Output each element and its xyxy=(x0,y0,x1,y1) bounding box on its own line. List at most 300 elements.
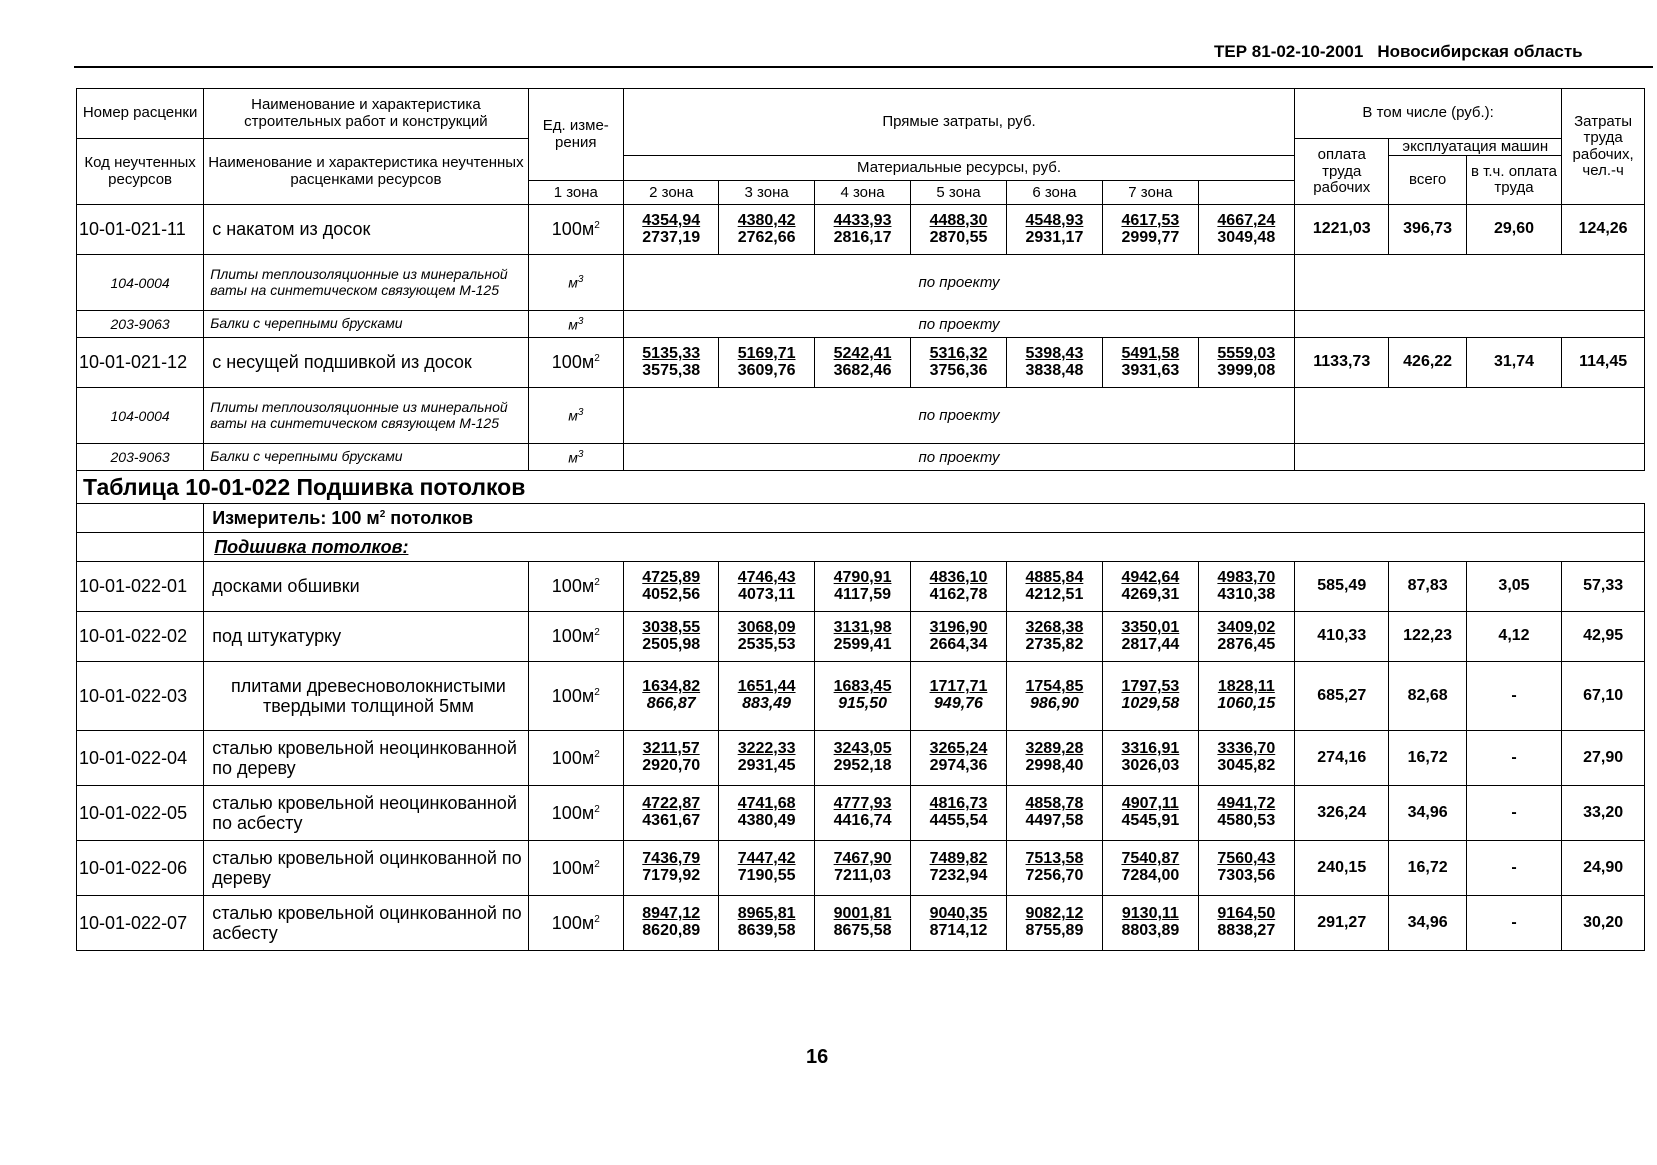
material-cost: 2920,70 xyxy=(642,757,701,775)
col-header-materials: Материальные ресурсы, руб. xyxy=(624,156,1295,181)
document-header xyxy=(1200,42,1583,62)
unit-sup: 2 xyxy=(594,803,600,815)
unit-text: 100м xyxy=(551,747,595,768)
zone-price-cell xyxy=(1198,896,1295,951)
material-cost: 4361,67 xyxy=(642,812,701,830)
wages-value: 1221,03 xyxy=(1295,205,1389,255)
direct-cost: 3289,28 xyxy=(1025,740,1084,758)
zone-price-cell xyxy=(1006,205,1102,255)
unit-text: м xyxy=(568,316,578,333)
col-header-machines: эксплуатация машин xyxy=(1389,139,1562,156)
unit-sup: 3 xyxy=(577,315,584,327)
direct-cost: 3068,09 xyxy=(737,618,796,636)
material-cost: 3682,46 xyxy=(833,361,892,379)
unit-text: 100м xyxy=(551,802,595,823)
direct-cost: 5135,33 xyxy=(642,344,701,362)
unit-sup: 3 xyxy=(577,448,584,460)
rate-code: 10-01-022-01 xyxy=(77,562,204,612)
machines-value: 122,23 xyxy=(1389,612,1466,662)
section-label: Подшивка потолков: xyxy=(204,533,1645,562)
direct-cost: 3196,90 xyxy=(929,618,988,636)
direct-cost: 7489,82 xyxy=(929,850,988,868)
direct-cost: 5169,71 xyxy=(737,344,796,362)
material-cost: 883,49 xyxy=(742,695,792,713)
resource-name: Плиты теплоизоляционные из минеральной ваты на синтетическом связующем М-125 xyxy=(204,388,528,444)
col-header-name-res: Наименование и характеристика неучтенных расценками ресурсов xyxy=(204,139,528,205)
col-header-labor: Затраты труда рабочих, чел.-ч xyxy=(1562,89,1645,205)
project-note: по проекту xyxy=(624,388,1295,444)
material-cost: 4052,56 xyxy=(642,585,701,603)
zone-6: 6 зона xyxy=(1006,181,1102,205)
machines-value: 87,83 xyxy=(1389,562,1466,612)
material-cost: 3049,48 xyxy=(1217,228,1276,246)
unit-cell xyxy=(528,896,623,951)
rate-name: сталью кровельной неоцинкованной по асбесту xyxy=(204,786,528,841)
machines-wages-value: 31,74 xyxy=(1466,338,1561,388)
direct-cost: 3038,55 xyxy=(642,618,701,636)
resource-name: Балки с черепными брусками xyxy=(204,311,528,338)
col-header-incl-wages: в т.ч. оплата труда xyxy=(1466,156,1561,205)
material-cost: 2664,34 xyxy=(929,635,988,653)
unit-cell xyxy=(528,311,623,338)
zone-price-cell xyxy=(911,731,1006,786)
material-cost: 7179,92 xyxy=(642,867,701,885)
machines-wages-value: - xyxy=(1466,731,1561,786)
region: Новосибирская область xyxy=(1377,42,1583,61)
direct-cost: 1717,71 xyxy=(929,678,988,696)
machines-value: 426,22 xyxy=(1389,338,1466,388)
direct-cost: 7436,79 xyxy=(642,850,701,868)
direct-cost: 4907,11 xyxy=(1121,795,1179,813)
unit-text: 100м xyxy=(551,626,595,647)
zone-price-cell xyxy=(719,786,814,841)
zone-price-cell xyxy=(1103,338,1198,388)
table-row xyxy=(77,662,1645,731)
zone-2: 2 зона xyxy=(624,181,719,205)
direct-cost: 4722,87 xyxy=(642,795,701,813)
zone-price-cell xyxy=(624,562,719,612)
wages-value: 585,49 xyxy=(1295,562,1389,612)
resource-code: 203-9063 xyxy=(77,311,204,338)
zone-price-cell xyxy=(1103,562,1198,612)
zone-5: 5 зона xyxy=(911,181,1006,205)
material-cost: 4416,74 xyxy=(833,812,892,830)
direct-cost: 3350,01 xyxy=(1121,618,1180,636)
price-table xyxy=(76,88,1645,951)
page-number: 16 xyxy=(806,1046,829,1068)
unit-cell xyxy=(528,786,623,841)
rate-code: 10-01-022-06 xyxy=(77,841,204,896)
direct-cost: 4942,64 xyxy=(1121,568,1180,586)
machines-wages-value: - xyxy=(1466,896,1561,951)
zone-price-cell xyxy=(814,338,910,388)
machines-wages-value: - xyxy=(1466,841,1561,896)
rate-name: сталью кровельной неоцинкованной по дереву xyxy=(204,731,528,786)
zone-price-cell xyxy=(1103,731,1198,786)
direct-cost: 3243,05 xyxy=(833,740,892,758)
table-row xyxy=(77,841,1645,896)
labor-value: 57,33 xyxy=(1562,562,1645,612)
zone-price-cell xyxy=(1198,562,1295,612)
wages-value: 291,27 xyxy=(1295,896,1389,951)
zone-price-cell xyxy=(624,612,719,662)
unit-text: 100м xyxy=(551,857,595,878)
rate-name: сталью кровельной оцинкованной по дереву xyxy=(204,841,528,896)
unit-sup: 2 xyxy=(594,627,600,639)
direct-cost: 1828,11 xyxy=(1217,678,1275,696)
zone-price-cell xyxy=(624,896,719,951)
unit-text: 100м xyxy=(551,685,595,706)
zone-price-cell xyxy=(1198,612,1295,662)
material-cost: 8620,89 xyxy=(642,922,701,940)
resource-name: Балки с черепными брусками xyxy=(204,444,528,471)
material-cost: 2931,17 xyxy=(1025,228,1084,246)
table-title: Таблица 10-01-022 Подшивка потолков xyxy=(77,471,1645,504)
col-header-name-rate: Наименование и характеристика строительных работ и конструкций xyxy=(204,89,528,139)
material-cost: 8675,58 xyxy=(833,922,892,940)
material-cost: 2505,98 xyxy=(642,635,701,653)
machines-value: 16,72 xyxy=(1389,841,1466,896)
measure-row xyxy=(77,504,1645,533)
table-row xyxy=(77,562,1645,612)
table-row xyxy=(77,205,1645,255)
direct-cost: 3222,33 xyxy=(737,740,796,758)
wages-value: 1133,73 xyxy=(1295,338,1389,388)
unit-sup: 2 xyxy=(594,353,600,365)
machines-wages-value: 4,12 xyxy=(1466,612,1561,662)
zone-price-cell xyxy=(814,662,910,731)
unit-cell xyxy=(528,255,623,311)
direct-cost: 4617,53 xyxy=(1121,211,1180,229)
direct-cost: 4816,73 xyxy=(929,795,988,813)
resource-row xyxy=(77,444,1645,471)
direct-cost: 4983,70 xyxy=(1217,568,1276,586)
rate-code: 10-01-022-05 xyxy=(77,786,204,841)
section-row xyxy=(77,533,1645,562)
zone-price-cell xyxy=(911,612,1006,662)
labor-value: 124,26 xyxy=(1562,205,1645,255)
machines-wages-value: 3,05 xyxy=(1466,562,1561,612)
rate-code: 10-01-021-11 xyxy=(77,205,204,255)
unit-cell xyxy=(528,444,623,471)
direct-cost: 5491,58 xyxy=(1121,344,1180,362)
col-header-wages: оплата труда рабочих xyxy=(1295,139,1389,205)
direct-cost: 3265,24 xyxy=(929,740,988,758)
material-cost: 4269,31 xyxy=(1121,585,1180,603)
machines-value: 34,96 xyxy=(1389,896,1466,951)
wages-value: 274,16 xyxy=(1295,731,1389,786)
zone-price-cell xyxy=(911,841,1006,896)
header-row-1 xyxy=(77,89,1645,139)
zone-price-cell xyxy=(1198,205,1295,255)
direct-cost: 1634,82 xyxy=(642,678,701,696)
direct-cost: 4941,72 xyxy=(1217,795,1276,813)
zone-price-cell xyxy=(911,662,1006,731)
direct-cost: 8947,12 xyxy=(642,905,701,923)
machines-value: 396,73 xyxy=(1389,205,1466,255)
direct-cost: 4354,94 xyxy=(642,211,701,229)
zone-price-cell xyxy=(1198,662,1295,731)
empty-cell xyxy=(1295,311,1645,338)
rate-code: 10-01-022-07 xyxy=(77,896,204,951)
machines-wages-value: - xyxy=(1466,786,1561,841)
material-cost: 7256,70 xyxy=(1025,867,1084,885)
material-cost: 7190,55 xyxy=(737,867,796,885)
material-cost: 3838,48 xyxy=(1025,361,1084,379)
material-cost: 4212,51 xyxy=(1025,585,1084,603)
material-cost: 1029,58 xyxy=(1121,695,1180,713)
zone-price-cell xyxy=(1103,205,1198,255)
rate-name: с несущей подшивкой из досок xyxy=(204,338,528,388)
rate-name: плитами древесноволокнистыми твердыми толщиной 5мм xyxy=(204,662,528,731)
direct-cost: 7447,42 xyxy=(737,850,796,868)
zone-price-cell xyxy=(719,841,814,896)
material-cost: 2998,40 xyxy=(1025,757,1084,775)
zone-4: 4 зона xyxy=(814,181,910,205)
table-row xyxy=(77,786,1645,841)
rate-name: досками обшивки xyxy=(204,562,528,612)
direct-cost: 7540,87 xyxy=(1121,850,1180,868)
material-cost: 949,76 xyxy=(934,695,983,713)
zone-price-cell xyxy=(814,205,910,255)
zone-price-cell xyxy=(814,896,910,951)
zone-price-cell xyxy=(1006,338,1102,388)
material-cost: 7211,03 xyxy=(834,867,892,885)
material-cost: 4580,53 xyxy=(1217,812,1276,830)
unit-cell xyxy=(528,841,623,896)
unit-sup: 2 xyxy=(594,748,600,760)
unit-text: 100м xyxy=(551,352,595,373)
unit-sup: 2 xyxy=(594,858,600,870)
col-header-num-rate: Номер расценки xyxy=(77,89,204,139)
rate-name: под штукатурку xyxy=(204,612,528,662)
table-row xyxy=(77,896,1645,951)
resource-row xyxy=(77,388,1645,444)
zone-price-cell xyxy=(1103,841,1198,896)
col-header-unit: Ед. изме-рения xyxy=(528,89,623,181)
direct-cost: 3316,91 xyxy=(1121,740,1180,758)
material-cost: 8639,58 xyxy=(737,922,796,940)
material-cost: 2816,17 xyxy=(833,228,892,246)
direct-cost: 4746,43 xyxy=(737,568,796,586)
direct-cost: 3409,02 xyxy=(1217,618,1276,636)
table-row xyxy=(77,731,1645,786)
project-note: по проекту xyxy=(624,444,1295,471)
zone-price-cell xyxy=(814,786,910,841)
material-cost: 4545,91 xyxy=(1121,812,1180,830)
zone-price-cell xyxy=(1198,786,1295,841)
col-header-code-res: Код неучтенных ресурсов xyxy=(77,139,204,205)
material-cost: 2535,53 xyxy=(737,635,796,653)
material-cost: 2817,44 xyxy=(1121,635,1180,653)
material-cost: 4073,11 xyxy=(738,585,796,603)
material-cost: 3756,36 xyxy=(929,361,988,379)
resource-row xyxy=(77,255,1645,311)
unit-sup: 2 xyxy=(594,577,600,589)
direct-cost: 3211,57 xyxy=(642,740,700,758)
resource-code: 104-0004 xyxy=(77,255,204,311)
labor-value: 24,90 xyxy=(1562,841,1645,896)
zone-price-cell xyxy=(911,896,1006,951)
project-note: по проекту xyxy=(624,255,1295,311)
zone-price-cell xyxy=(814,841,910,896)
wages-value: 410,33 xyxy=(1295,612,1389,662)
zone-price-cell xyxy=(719,205,814,255)
zone-price-cell xyxy=(1103,662,1198,731)
material-cost: 866,87 xyxy=(646,695,696,713)
unit-sup: 2 xyxy=(594,220,600,232)
machines-wages-value: - xyxy=(1466,662,1561,731)
direct-cost: 7513,58 xyxy=(1025,850,1084,868)
direct-cost: 9001,81 xyxy=(833,905,892,923)
unit-cell xyxy=(528,562,623,612)
rate-code: 10-01-021-12 xyxy=(77,338,204,388)
wages-value: 240,15 xyxy=(1295,841,1389,896)
header-rule xyxy=(74,66,1653,68)
material-cost: 2974,36 xyxy=(929,757,988,775)
zone-price-cell xyxy=(911,338,1006,388)
rate-code: 10-01-022-03 xyxy=(77,662,204,731)
material-cost: 3931,63 xyxy=(1121,361,1180,379)
zone-price-cell xyxy=(719,731,814,786)
zone-price-cell xyxy=(624,205,719,255)
direct-cost: 9040,35 xyxy=(929,905,988,923)
rate-name: сталью кровельной оцинкованной по асбесту xyxy=(204,896,528,951)
zone-price-cell xyxy=(624,731,719,786)
empty-cell xyxy=(1295,388,1645,444)
unit-cell xyxy=(528,731,623,786)
direct-cost: 8965,81 xyxy=(737,905,796,923)
zone-price-cell xyxy=(624,338,719,388)
empty-cell xyxy=(1295,255,1645,311)
material-cost: 2999,77 xyxy=(1121,228,1180,246)
material-cost: 3045,82 xyxy=(1217,757,1276,775)
direct-cost: 4488,30 xyxy=(929,211,988,229)
resource-code: 104-0004 xyxy=(77,388,204,444)
zone-price-cell xyxy=(1006,612,1102,662)
zone-price-cell xyxy=(1198,731,1295,786)
resource-name: Плиты теплоизоляционные из минеральной ваты на синтетическом связующем М-125 xyxy=(204,255,528,311)
direct-cost: 4667,24 xyxy=(1217,211,1276,229)
unit-text: м xyxy=(568,274,578,291)
direct-cost: 5559,03 xyxy=(1217,344,1276,362)
direct-cost: 4548,93 xyxy=(1025,211,1084,229)
norm-code: ТЕР 81-02-10-2001 xyxy=(1214,42,1364,61)
unit-sup: 2 xyxy=(594,686,600,698)
material-cost: 4497,58 xyxy=(1025,812,1084,830)
material-cost: 8714,12 xyxy=(929,922,988,940)
unit-text: 100м xyxy=(551,219,595,240)
material-cost: 3575,38 xyxy=(642,361,701,379)
table-row xyxy=(77,612,1645,662)
labor-value: 27,90 xyxy=(1562,731,1645,786)
zone-price-cell xyxy=(1006,731,1102,786)
material-cost: 2870,55 xyxy=(929,228,988,246)
measure-label: Измеритель: 100 $м^2$ потолков xyxy=(204,504,1645,533)
unit-sup: 2 xyxy=(594,913,600,925)
col-header-incl: В том числе (руб.): xyxy=(1295,89,1562,139)
direct-cost: 9082,12 xyxy=(1025,905,1084,923)
direct-cost: 9130,11 xyxy=(1121,905,1179,923)
direct-cost: 4741,68 xyxy=(737,795,796,813)
material-cost: 7303,56 xyxy=(1217,867,1276,885)
material-cost: 4162,78 xyxy=(929,585,988,603)
direct-cost: 1651,44 xyxy=(737,678,796,696)
direct-cost: 4885,84 xyxy=(1025,568,1084,586)
zone-price-cell xyxy=(624,786,719,841)
zone-price-cell xyxy=(1006,662,1102,731)
resource-code: 203-9063 xyxy=(77,444,204,471)
zone-1: 1 зона xyxy=(528,181,623,205)
material-cost: 986,90 xyxy=(1029,695,1079,713)
zone-price-cell xyxy=(719,562,814,612)
zone-price-cell xyxy=(911,205,1006,255)
direct-cost: 3336,70 xyxy=(1217,740,1276,758)
zone-price-cell xyxy=(911,562,1006,612)
rate-code: 10-01-022-04 xyxy=(77,731,204,786)
material-cost: 2735,82 xyxy=(1025,635,1084,653)
material-cost: 4117,59 xyxy=(834,585,892,603)
zone-price-cell xyxy=(719,612,814,662)
material-cost: 2952,18 xyxy=(833,757,892,775)
direct-cost: 5398,43 xyxy=(1025,344,1084,362)
machines-value: 16,72 xyxy=(1389,731,1466,786)
material-cost: 8838,27 xyxy=(1217,922,1276,940)
direct-cost: 5242,41 xyxy=(833,344,892,362)
zone-price-cell xyxy=(719,662,814,731)
direct-cost: 1754,85 xyxy=(1025,678,1084,696)
unit-sup: 3 xyxy=(577,407,584,419)
material-cost: 8755,89 xyxy=(1025,922,1084,940)
material-cost: 3999,08 xyxy=(1217,361,1276,379)
col-header-direct: Прямые затраты, руб. xyxy=(624,89,1295,156)
unit-cell xyxy=(528,205,623,255)
zone-price-cell xyxy=(719,338,814,388)
direct-cost: 9164,50 xyxy=(1217,905,1276,923)
rate-name: с накатом из досок xyxy=(204,205,528,255)
direct-cost: 5316,32 xyxy=(929,344,988,362)
direct-cost: 4725,89 xyxy=(642,568,701,586)
material-cost: 7232,94 xyxy=(929,867,988,885)
direct-cost: 3131,98 xyxy=(833,618,892,636)
material-cost: 2737,19 xyxy=(642,228,701,246)
section-empty xyxy=(77,533,204,562)
direct-cost: 4836,10 xyxy=(929,568,988,586)
measure-empty xyxy=(77,504,204,533)
direct-cost: 4790,91 xyxy=(833,568,892,586)
direct-cost: 1797,53 xyxy=(1121,678,1180,696)
zone-price-cell xyxy=(814,562,910,612)
material-cost: 3026,03 xyxy=(1121,757,1180,775)
zone-price-cell xyxy=(814,731,910,786)
wages-value: 326,24 xyxy=(1295,786,1389,841)
direct-cost: 1683,45 xyxy=(833,678,892,696)
machines-wages-value: 29,60 xyxy=(1466,205,1561,255)
zone-price-cell xyxy=(1006,562,1102,612)
unit-text: 100м xyxy=(551,576,595,597)
direct-cost: 4433,93 xyxy=(833,211,892,229)
zone-price-cell xyxy=(624,662,719,731)
zone-price-cell xyxy=(1103,896,1198,951)
zone-price-cell xyxy=(624,841,719,896)
zone-price-cell xyxy=(1006,896,1102,951)
labor-value: 33,20 xyxy=(1562,786,1645,841)
zone-price-cell xyxy=(1006,786,1102,841)
zone-price-cell xyxy=(1198,338,1295,388)
unit-text: 100м xyxy=(551,912,595,933)
zone-3: 3 зона xyxy=(719,181,814,205)
empty-cell xyxy=(1295,444,1645,471)
